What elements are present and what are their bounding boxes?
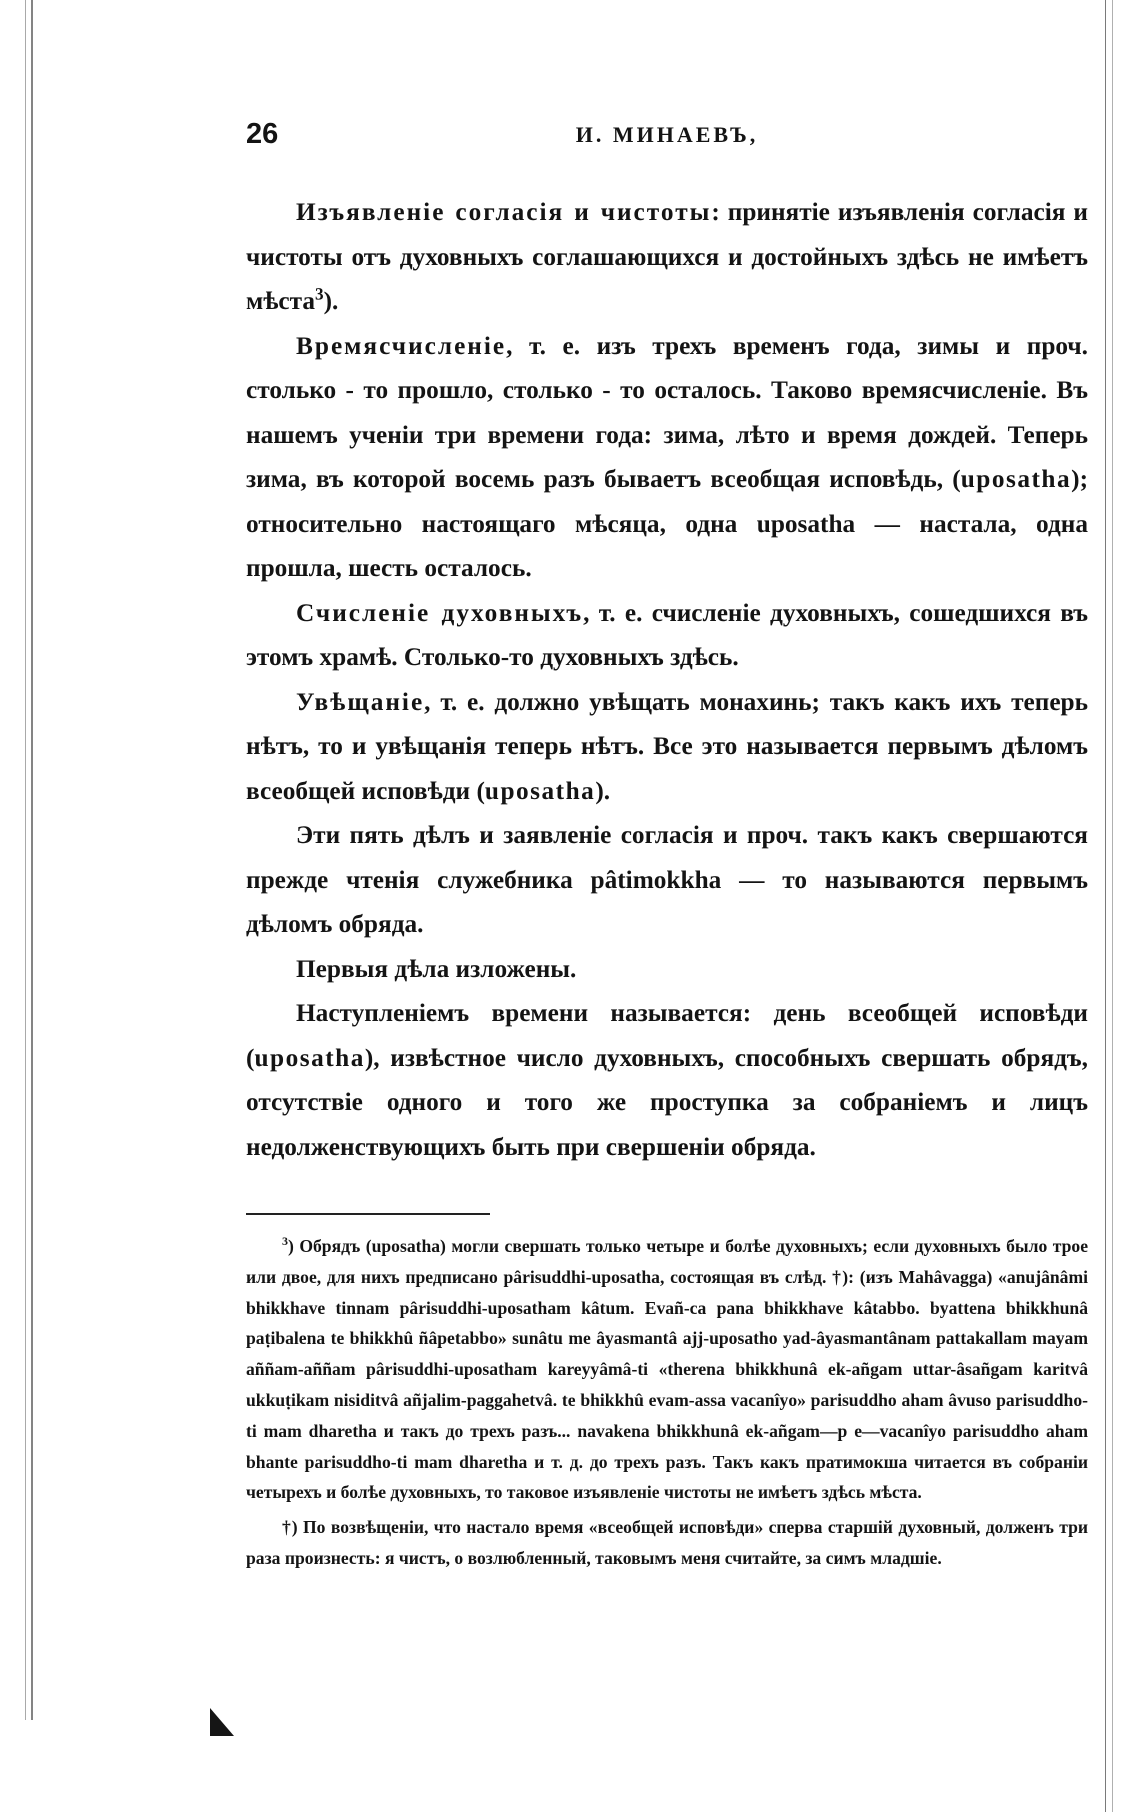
- term-monk-count: Счисленіе духовныхъ: [296, 598, 584, 627]
- paragraph-text: , т. е. должно увѣщать монахинь; такъ какъ ихъ теперь нѣтъ, то и увѣщанія теперь нѣтъ. Все это называется первымъ дѣломъ всеобщей исповѣди (: [246, 687, 1088, 805]
- page-header: [246, 118, 1088, 168]
- paragraph-text: : принятіе изъявленія согласія и чистоты отъ духовныхъ соглашающихся и достойныхъ здѣсь не имѣетъ мѣста: [246, 198, 1088, 315]
- book-page: [246, 118, 1088, 1574]
- paragraph-text: Наступленіемъ времени называется: день всеобщей исповѣди (: [246, 999, 1088, 1072]
- paragraph-onset-of-time: [246, 991, 1088, 1169]
- footnote-3: [246, 1231, 1088, 1508]
- scan-page-edge: [1103, 0, 1117, 1812]
- paragraph-text: Первыя дѣла изложены.: [296, 954, 577, 983]
- term-uposatha: uposatha: [254, 1043, 365, 1072]
- term-uposatha: uposatha: [484, 776, 596, 805]
- footnotes: [246, 1231, 1088, 1574]
- paragraph-first-acts-done: [246, 947, 1088, 992]
- footnote-text: †) По возвѣщеніи, что настало время «всеобщей исповѣди» сперва старшій духовный, долженъ три раза произнесть: я чистъ, о возлюбленный, таковымъ меня считайте, за симъ младшіе.: [246, 1517, 1088, 1568]
- paragraph-admonition: [246, 680, 1088, 814]
- corner-triangle-mark: [210, 1708, 234, 1736]
- main-text: [246, 190, 1088, 1169]
- footnote-ref: 3: [315, 284, 324, 304]
- footnote-text: ) Обрядъ (uposatha) могли свершать только четыре и болѣе духовныхъ; если духовныхъ было трое или двое, для нихъ предписано pârisuddhi-uposatha, состоящая въ слѣд. †): (изъ Mahâvagga) «anujânâmi bhikkhave tinnam pârisuddhi-uposatham kâtum. Evañ-ca pana bhikkhave kâtabbo. byattena bhikkhunâ paṭibalena te bhikkhû ñâpetabbo» sunâtu me âyasmantâ ajj-uposatho yad-âyasmantânam pattakallam mayam aññam-aññam pârisuddhi-uposatham kareyyâmâ-ti «therena bhikkhunâ ek-añgam uttar-âsañgam karitvâ ukkuṭikam nisiditvâ añjalim-paggahetvâ. te bhikkhû evam-assa vacanîyo» parisuddho aham âvuso parisuddho-ti mam dharetha и такъ до трехъ разъ... navakena bhikkhunâ ek-añgam—p e—vacanîyo parisuddho aham bhante parisuddho-ti mam dharetha и т. д. до трехъ разъ. Такъ какъ пратимокша читается въ собраніи четырехъ и болѣе духовныхъ, то таковое изъявленіе чистоты не имѣетъ здѣсь мѣста.: [246, 1236, 1088, 1503]
- paragraph-tail: ); относительно настоящаго мѣсяца, одна uposatha — настала, одна прошла, шесть осталось.: [246, 465, 1088, 582]
- paragraph-text: , т. е. изъ трехъ временъ года, зимы и проч. столько - то прошло, столько - то осталось. Таково времясчисленіе. Въ нашемъ ученіи три времени года: зима, лѣто и время дождей. Теперь зима, въ которой восемь разъ бываетъ всеобщая исповѣдь, (: [246, 331, 1088, 493]
- scan-binding-edge: [22, 0, 40, 1720]
- term-admonition: Увѣщаніе: [296, 687, 425, 716]
- term-time-reckoning: Времясчисленіе: [296, 331, 507, 360]
- footnote-mark: 3: [282, 1234, 288, 1249]
- paragraph-tail: ).: [595, 776, 611, 805]
- term-uposatha: uposatha: [960, 465, 1072, 493]
- paragraph-text: Эти пять дѣлъ и заявленіе согласія и проч. такъ какъ свершаются прежде чтенія служебника pâtimokkha — то называются первымъ дѣломъ обряда.: [246, 821, 1088, 938]
- term-consent-purity: Изъявленіе согласія и чистоты: [296, 198, 712, 226]
- paragraph-text: , т. е. счисленіе духовныхъ, сошедшихся въ этомъ храмѣ. Столько-то духовныхъ здѣсь.: [246, 598, 1088, 671]
- paragraph-five-acts: [246, 813, 1088, 947]
- running-head-author: И. МИНАЕВЪ,: [575, 122, 759, 147]
- paragraph-consent-purity: [246, 190, 1088, 324]
- paragraph-monk-count: [246, 591, 1088, 680]
- footnote-dagger: [246, 1512, 1088, 1574]
- footnote-separator: [246, 1213, 490, 1215]
- paragraph-time-reckoning: [246, 324, 1088, 591]
- paragraph-tail: ).: [323, 287, 339, 315]
- page-number: 26: [246, 118, 279, 150]
- paragraph-tail: ), извѣстное число духовныхъ, способныхъ свершать обрядъ, отсутствіе одного и того же проступка за собраніемъ и лицъ недолженствующихъ быть при свершеніи обряда.: [246, 1043, 1088, 1161]
